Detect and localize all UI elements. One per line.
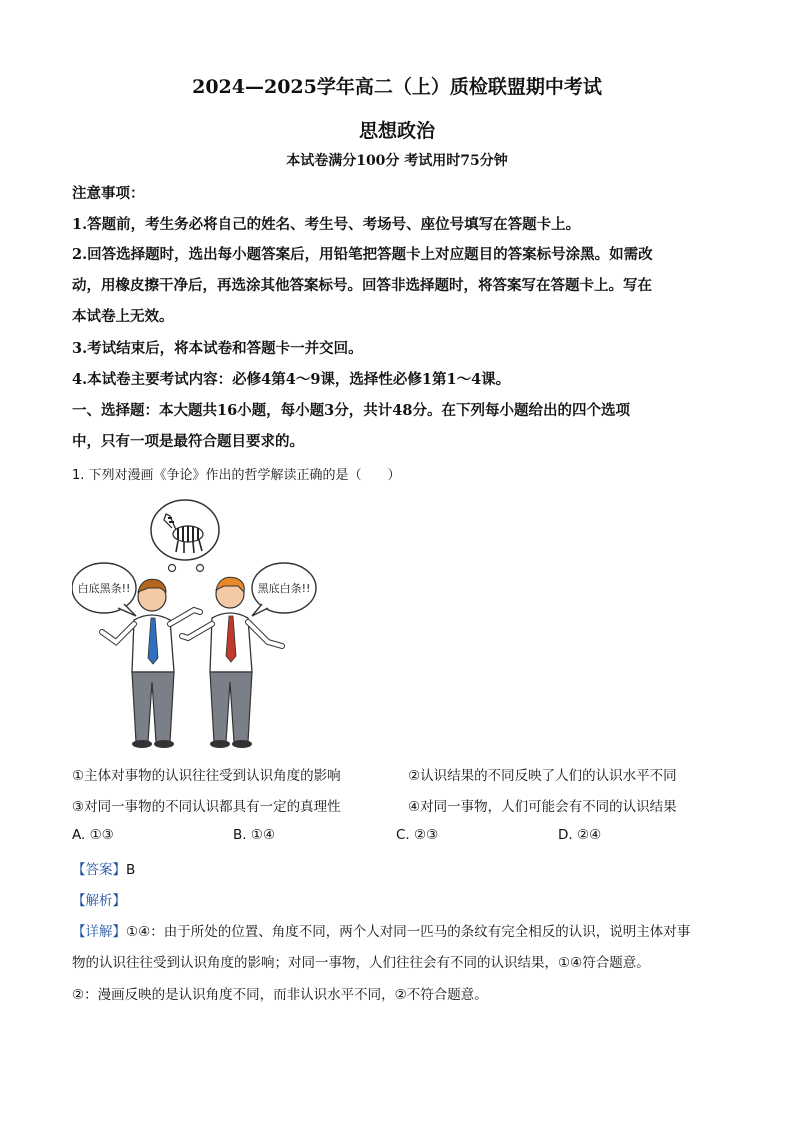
- answer-tag: 【答案】: [72, 862, 126, 878]
- statement-1: ①主体对事物的认识往往受到认识角度的影响: [72, 768, 341, 784]
- detail-text-1: ①④：由于所处的位置、角度不同，两个人对同一匹马的条纹有完全相反的认识，说明主体对事: [126, 924, 691, 940]
- notice-item-4: 4.本试卷主要考试内容：必修4第4～9课，选择性必修1第1～4课。: [72, 371, 511, 388]
- section-1-line-1: 一、选择题：本大题共16小题，每小题3分，共计48分。在下列每小题给出的四个选项: [72, 402, 630, 419]
- answer-value: B: [126, 862, 136, 878]
- statement-4: ④对同一事物，人们可能会有不同的认识结果: [408, 799, 677, 815]
- statement-2: ②认识结果的不同反映了人们的认识水平不同: [408, 768, 677, 784]
- question-1-stem: 1. 下列对漫画《争论》作出的哲学解读正确的是（ ）: [72, 468, 401, 483]
- option-c: C. ②③: [396, 827, 439, 843]
- option-d: D. ②④: [558, 827, 602, 843]
- option-a: A. ①③: [72, 827, 114, 843]
- detail-line-3: ②：漫画反映的是认识角度不同，而非认识水平不同，②不符合题意。: [72, 987, 488, 1003]
- exam-title: 2024—2025学年高二（上）质检联盟期中考试: [192, 76, 602, 98]
- detail-line-2: 物的认识往往受到认识角度的影响；对同一事物，人们往往会有不同的认识结果，①④符合题意。: [72, 955, 650, 971]
- statement-3: ③对同一事物的不同认识都具有一定的真理性: [72, 799, 341, 815]
- section-1-line-2: 中，只有一项是最符合题目要求的。: [72, 433, 304, 450]
- debate-cartoon: [72, 492, 332, 752]
- answer-line: [72, 858, 135, 878]
- right-speech-bubble: [252, 563, 316, 616]
- notice-item-2-line-2: 动，用橡皮擦干净后，再选涂其他答案标号。回答非选择题时，将答案写在答题卡上。写在: [72, 277, 652, 294]
- left-bubble-text: 白底黑条!!: [77, 582, 131, 595]
- notice-item-3: 3.考试结束后，将本试卷和答题卡一并交回。: [72, 340, 363, 357]
- detail-tag: 【详解】: [72, 924, 126, 940]
- notice-item-1: 1.答题前，考生务必将自己的姓名、考生号、考场号、座位号填写在答题卡上。: [72, 216, 581, 233]
- option-b: B. ①④: [233, 827, 276, 843]
- notice-item-2-line-1: 2.回答选择题时，选出每小题答案后，用铅笔把答题卡上对应题目的答案标号涂黑。如需改: [72, 246, 653, 263]
- detail-line-1: [72, 920, 690, 940]
- exam-info: 本试卷满分100分 考试用时75分钟: [286, 153, 508, 169]
- subject-title: 思想政治: [358, 120, 435, 142]
- notice-item-2-line-3: 本试卷上无效。: [72, 308, 174, 325]
- left-speech-bubble: [72, 563, 136, 616]
- zebra-thought-bubble: [151, 500, 219, 572]
- notice-heading: 注意事项：: [72, 185, 145, 202]
- analysis-tag: 【解析】: [72, 893, 126, 909]
- right-bubble-text: 黑底白条!!: [257, 582, 311, 595]
